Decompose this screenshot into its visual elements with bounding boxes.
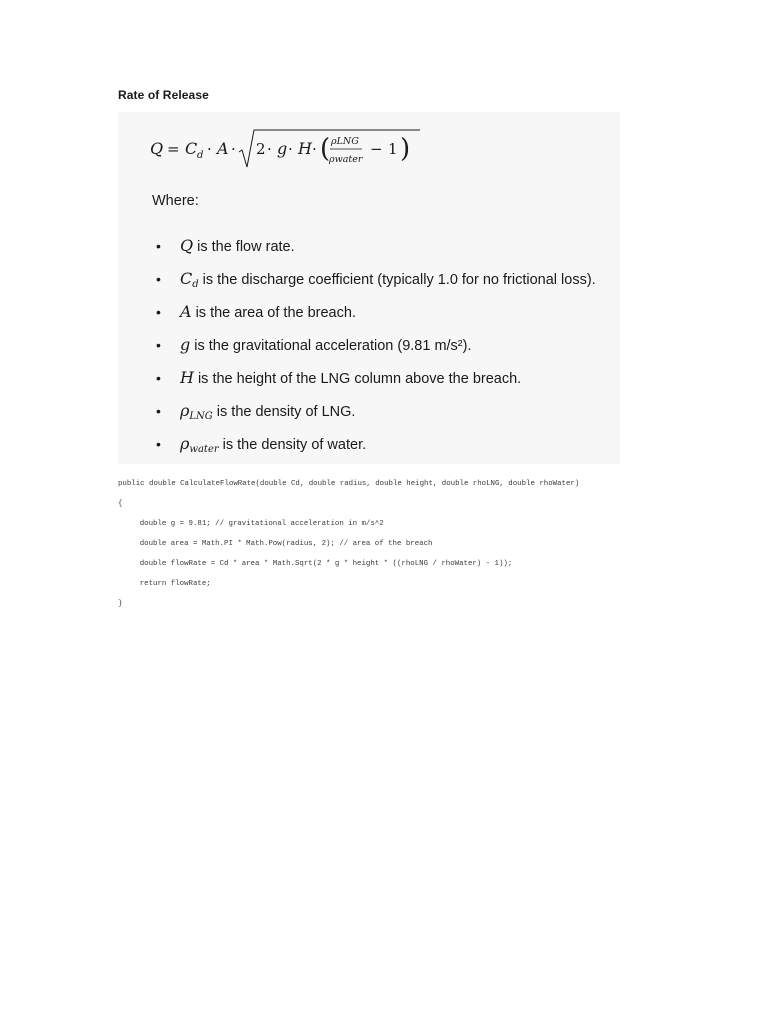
- code-line: public double CalculateFlowRate(double Cd, double radius, double height, double rhoLNG, double rhoWater): [118, 480, 580, 488]
- definition-item: [156, 401, 355, 421]
- definition-item: [156, 302, 356, 322]
- bullet-icon: •: [156, 337, 161, 353]
- code-line: double flowRate = Cd * area * Math.Sqrt(2 * g * height * ((rhoLNG / rhoWater) - 1));: [122, 560, 513, 568]
- formula-paren-right: ): [400, 134, 411, 164]
- definition-symbol: g: [180, 335, 191, 354]
- where-label: Where:: [152, 193, 199, 209]
- formula-h: H: [298, 139, 312, 158]
- code-line: return flowRate;: [122, 580, 211, 588]
- definition-symbol: H: [180, 368, 194, 387]
- formula-dot: ·: [288, 140, 293, 158]
- definition-item: [156, 236, 295, 256]
- formula-dot: ·: [312, 140, 317, 158]
- formula-dot: ·: [267, 140, 272, 158]
- formula-minus: −: [370, 140, 383, 158]
- bullet-icon: •: [156, 370, 161, 386]
- code-line: double g = 9.81; // gravitational acceleration in m/s^2: [122, 520, 384, 528]
- formula-area: A: [217, 139, 229, 158]
- formula-q: Q: [150, 139, 164, 158]
- definition-text: is the height of the LNG column above the breach.: [197, 371, 522, 387]
- bullet-icon: •: [156, 403, 161, 419]
- code-line: double area = Math.PI * Math.Pow(radius, 2); // area of the breach: [122, 540, 433, 548]
- definition-text: is the flow rate.: [197, 239, 295, 255]
- bullet-icon: •: [156, 304, 161, 320]
- definition-symbol: Q: [180, 236, 194, 255]
- bullet-icon: •: [156, 271, 161, 287]
- definition-text: is the discharge coefficient (typically 1.0 for no frictional loss).: [202, 272, 596, 288]
- code-line: {: [118, 500, 123, 508]
- definition-text: is the gravitational acceleration (9.81 m/s²).: [194, 338, 472, 354]
- bullet-icon: •: [156, 436, 161, 452]
- definition-symbol: $\rho_{LNG}$: [180, 401, 213, 422]
- formula-cd: C: [185, 139, 198, 158]
- formula-dot: ·: [207, 140, 212, 158]
- bullet-icon: •: [156, 238, 161, 254]
- definition-symbol: $\rho_{water}$: [180, 434, 219, 455]
- formula-g: g: [277, 139, 288, 158]
- formula-cd-sub: d: [197, 150, 204, 161]
- section-heading: Rate of Release: [118, 88, 209, 102]
- definition-text: is the area of the breach.: [195, 305, 356, 321]
- definition-symbol: A: [180, 302, 192, 321]
- code-line: }: [118, 600, 123, 608]
- formula-equals: =: [167, 140, 180, 158]
- formula-numerator: ρLNG: [331, 136, 359, 147]
- flow-rate-formula: [150, 124, 450, 172]
- definition-text: is the density of water.: [222, 437, 367, 453]
- definition-text: is the density of LNG.: [216, 404, 356, 420]
- definition-item: [156, 434, 366, 454]
- formula-one: 1: [388, 140, 398, 158]
- formula-dot: ·: [231, 140, 236, 158]
- definition-symbol: $C_d$: [180, 269, 199, 290]
- definition-item: [156, 269, 596, 289]
- formula-denominator: ρwater: [329, 154, 363, 165]
- formula-two: 2: [256, 140, 266, 158]
- formula-paren-left: (: [320, 134, 331, 164]
- definition-item: [156, 335, 472, 355]
- formula-figure: [118, 112, 620, 464]
- definition-item: [156, 368, 521, 388]
